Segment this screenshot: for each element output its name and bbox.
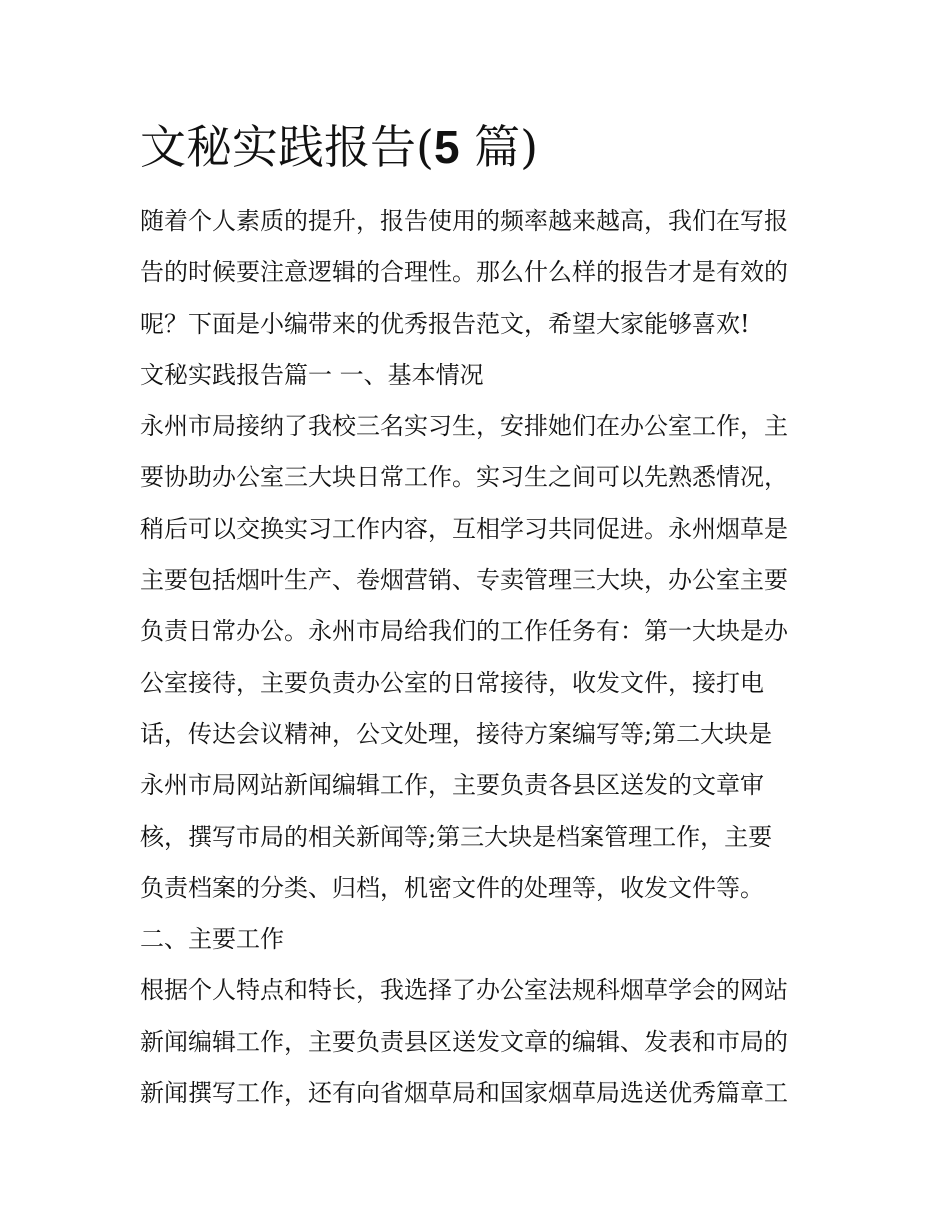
text-line: 负责档案的分类、归档，机密文件的处理等，收发文件等。	[140, 873, 764, 902]
text-line: 永州市局接纳了我校三名实习生，安排她们在办公室工作，主	[140, 412, 788, 441]
text-line: 要协助办公室三大块日常工作。实习生之间可以先熟悉情况，	[140, 463, 788, 492]
text-line: 主要包括烟叶生产、卷烟营销、专卖管理三大块，办公室主要	[140, 566, 788, 595]
text-line: 呢？下面是小编带来的优秀报告范文，希望大家能够喜欢!	[140, 309, 750, 338]
title-suffix: 篇)	[459, 120, 539, 174]
document-body	[140, 196, 820, 1119]
text-line: 核，撰写市局的相关新闻等;第三大块是档案管理工作，主要	[140, 822, 773, 851]
text-line: 新闻编辑工作，主要负责县区送发文章的编辑、发表和市局的	[140, 1027, 788, 1056]
text-line: 话，传达会议精神，公文处理，接待方案编写等;第二大块是	[140, 719, 773, 748]
text-line: 稍后可以交换实习工作内容，互相学习共同促进。永州烟草是	[140, 514, 788, 543]
section-heading-line: 文秘实践报告篇一 一、基本情况	[140, 360, 484, 389]
document-title	[140, 112, 820, 182]
text-line: 公室接待，主要负责办公室的日常接待，收发文件，接打电	[140, 668, 764, 697]
text-line: 根据个人特点和特长，我选择了办公室法规科烟草学会的网站	[140, 976, 788, 1005]
section-heading-line: 二、主要工作	[140, 925, 284, 954]
title-prefix: 文秘实践报告(	[140, 120, 434, 174]
title-number: 5	[433, 121, 460, 173]
text-line: 随着个人素质的提升，报告使用的频率越来越高，我们在写报	[140, 207, 788, 235]
text-line: 永州市局网站新闻编辑工作，主要负责各县区送发的文章审	[140, 771, 764, 800]
text-line: 新闻撰写工作，还有向省烟草局和国家烟草局选送优秀篇章工	[140, 1079, 788, 1108]
text-line: 告的时候要注意逻辑的合理性。那么什么样的报告才是有效的	[140, 258, 788, 287]
text-line: 负责日常办公。永州市局给我们的工作任务有：第一大块是办	[140, 617, 788, 646]
